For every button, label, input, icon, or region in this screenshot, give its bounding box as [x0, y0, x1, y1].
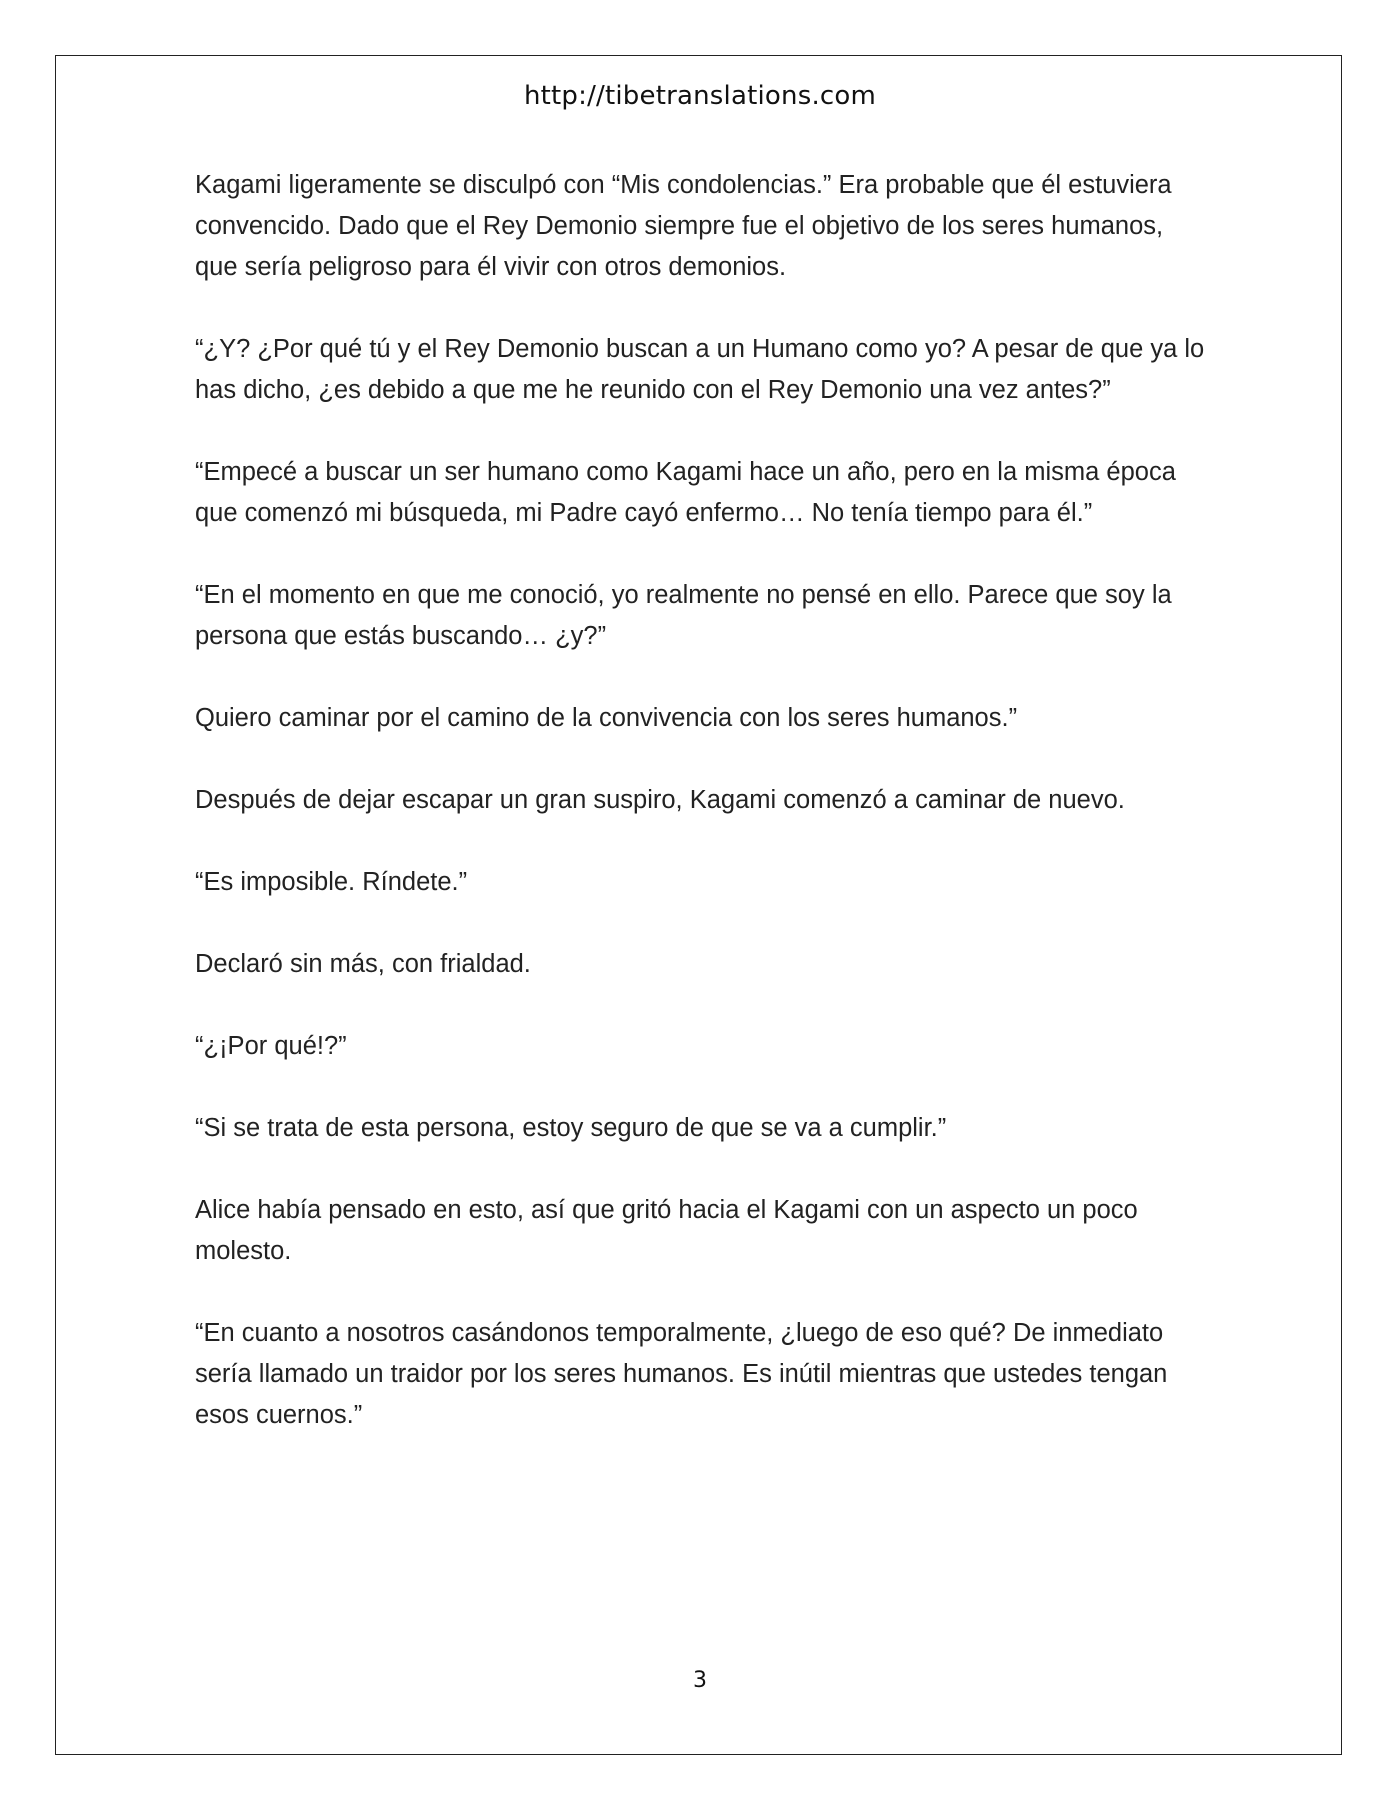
paragraph: Después de dejar escapar un gran suspiro, Kagami comenzó a caminar de nuevo.	[195, 786, 1125, 814]
paragraph: Quiero caminar por el camino de la convivencia con los seres humanos.”	[195, 704, 1018, 732]
paragraph: “Empecé a buscar un ser humano como Kagami hace un año, pero en la misma época que comenzó mi búsqueda, mi Padre cayó enfermo… No tenía tiempo para él.”	[195, 458, 1176, 527]
paragraph: “Si se trata de esta persona, estoy seguro de que se va a cumplir.”	[195, 1114, 947, 1142]
paragraph: Declaró sin más, con frialdad.	[195, 950, 531, 978]
page-number: 3	[693, 1668, 707, 1693]
paragraph: Alice había pensado en esto, así que gritó hacia el Kagami con un aspecto un poco molesto.	[195, 1196, 1138, 1265]
paragraph: “Es imposible. Ríndete.”	[195, 868, 468, 896]
header-url: http://tibetranslations.com	[523, 81, 877, 111]
paragraph: “¿Y? ¿Por qué tú y el Rey Demonio buscan a un Humano como yo? A pesar de que ya lo has dicho, ¿es debido a que me he reunido con el Rey Demonio una vez antes?”	[195, 335, 1205, 404]
paragraph: “En cuanto a nosotros casándonos temporalmente, ¿luego de eso qué? De inmediato sería llamado un traidor por los seres humanos. Es inútil mientras que ustedes tengan esos cuernos.”	[195, 1319, 1168, 1429]
paragraph: “En el momento en que me conoció, yo realmente no pensé en ello. Parece que soy la persona que estás buscando… ¿y?”	[195, 581, 1172, 650]
body-text	[195, 165, 1205, 1477]
paragraph: “¿¡Por qué!?”	[195, 1032, 347, 1060]
paragraph: Kagami ligeramente se disculpó con “Mis condolencias.” Era probable que él estuviera convencido. Dado que el Rey Demonio siempre fue el objetivo de los seres humanos, que sería peligroso para él vivir con otros demonios.	[195, 171, 1172, 281]
